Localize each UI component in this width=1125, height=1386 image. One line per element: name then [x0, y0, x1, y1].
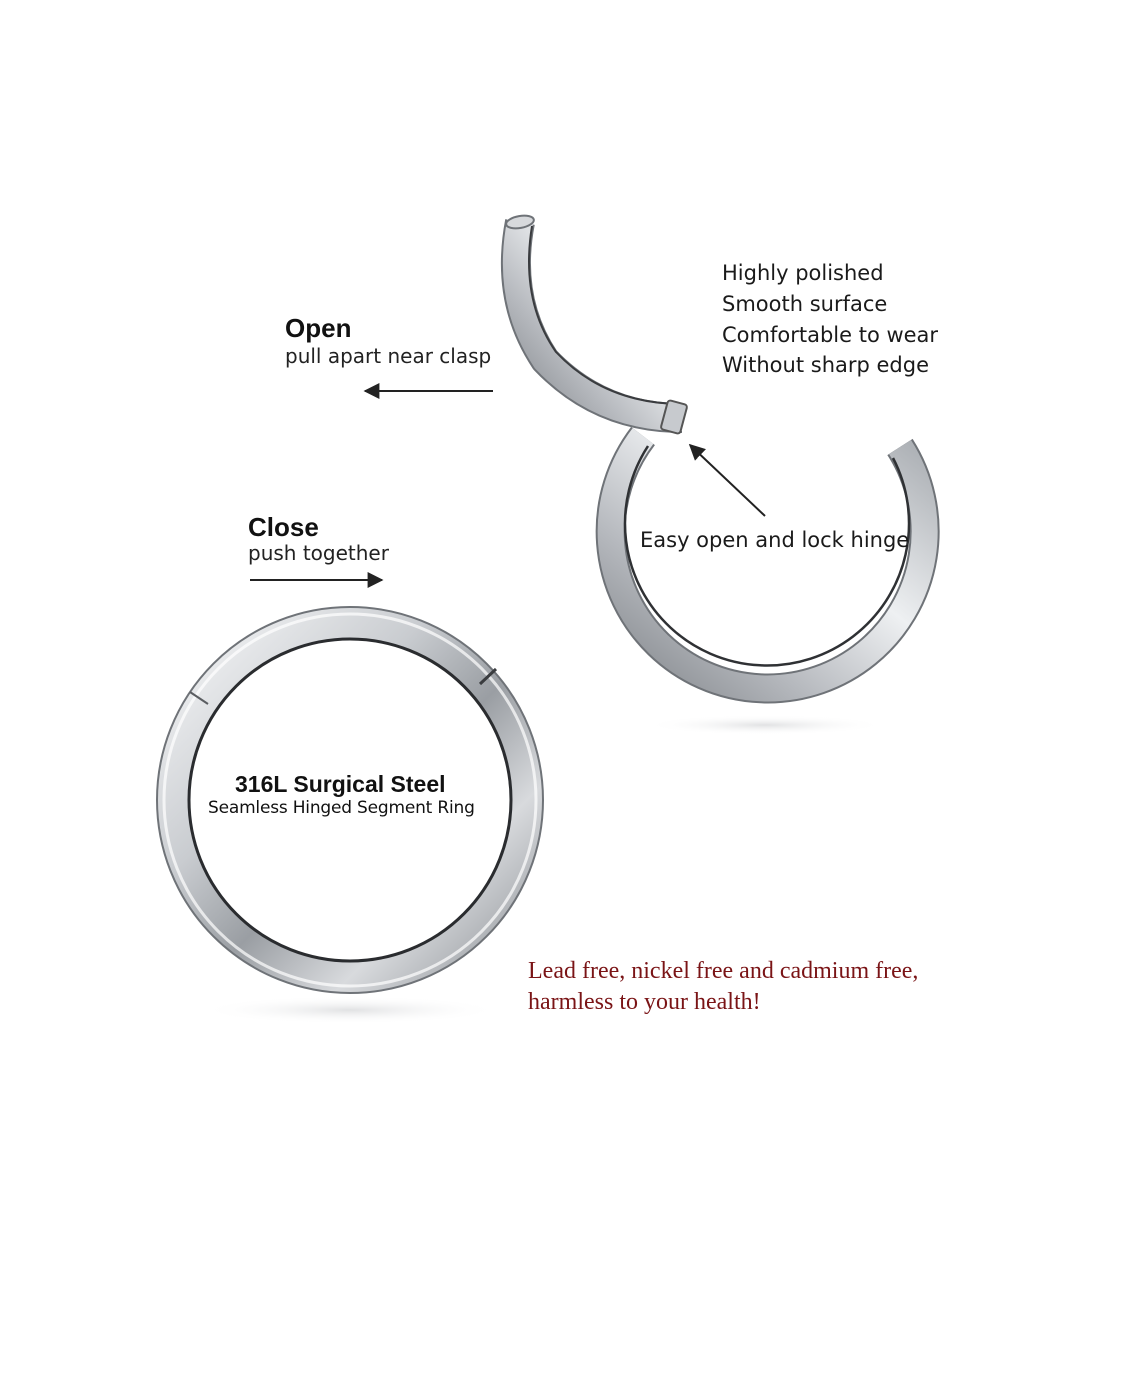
- hinge-label: Easy open and lock hinge: [640, 528, 910, 552]
- open-ring-body: [611, 436, 925, 688]
- feature-item: Highly polished: [722, 261, 884, 285]
- feature-item: Smooth surface: [722, 292, 888, 316]
- health-note-line2: harmless to your health!: [528, 989, 761, 1015]
- closed-ring: [164, 614, 536, 1024]
- arrow-up-left-icon: [690, 445, 765, 516]
- feature-item: Without sharp edge: [722, 353, 930, 377]
- close-title: Close: [248, 512, 319, 542]
- feature-item: Comfortable to wear: [722, 323, 939, 347]
- close-subtitle: push together: [248, 541, 389, 565]
- open-title: Open: [285, 313, 352, 343]
- ring-title: 316L Surgical Steel: [235, 771, 446, 797]
- health-note-line1: Lead free, nickel free and cadmium free,: [528, 958, 919, 984]
- open-ring-shadow: [645, 715, 885, 735]
- ring-subtitle: Seamless Hinged Segment Ring: [208, 798, 475, 818]
- closed-ring-shadow: [200, 996, 500, 1024]
- open-subtitle: pull apart near clasp: [285, 344, 492, 368]
